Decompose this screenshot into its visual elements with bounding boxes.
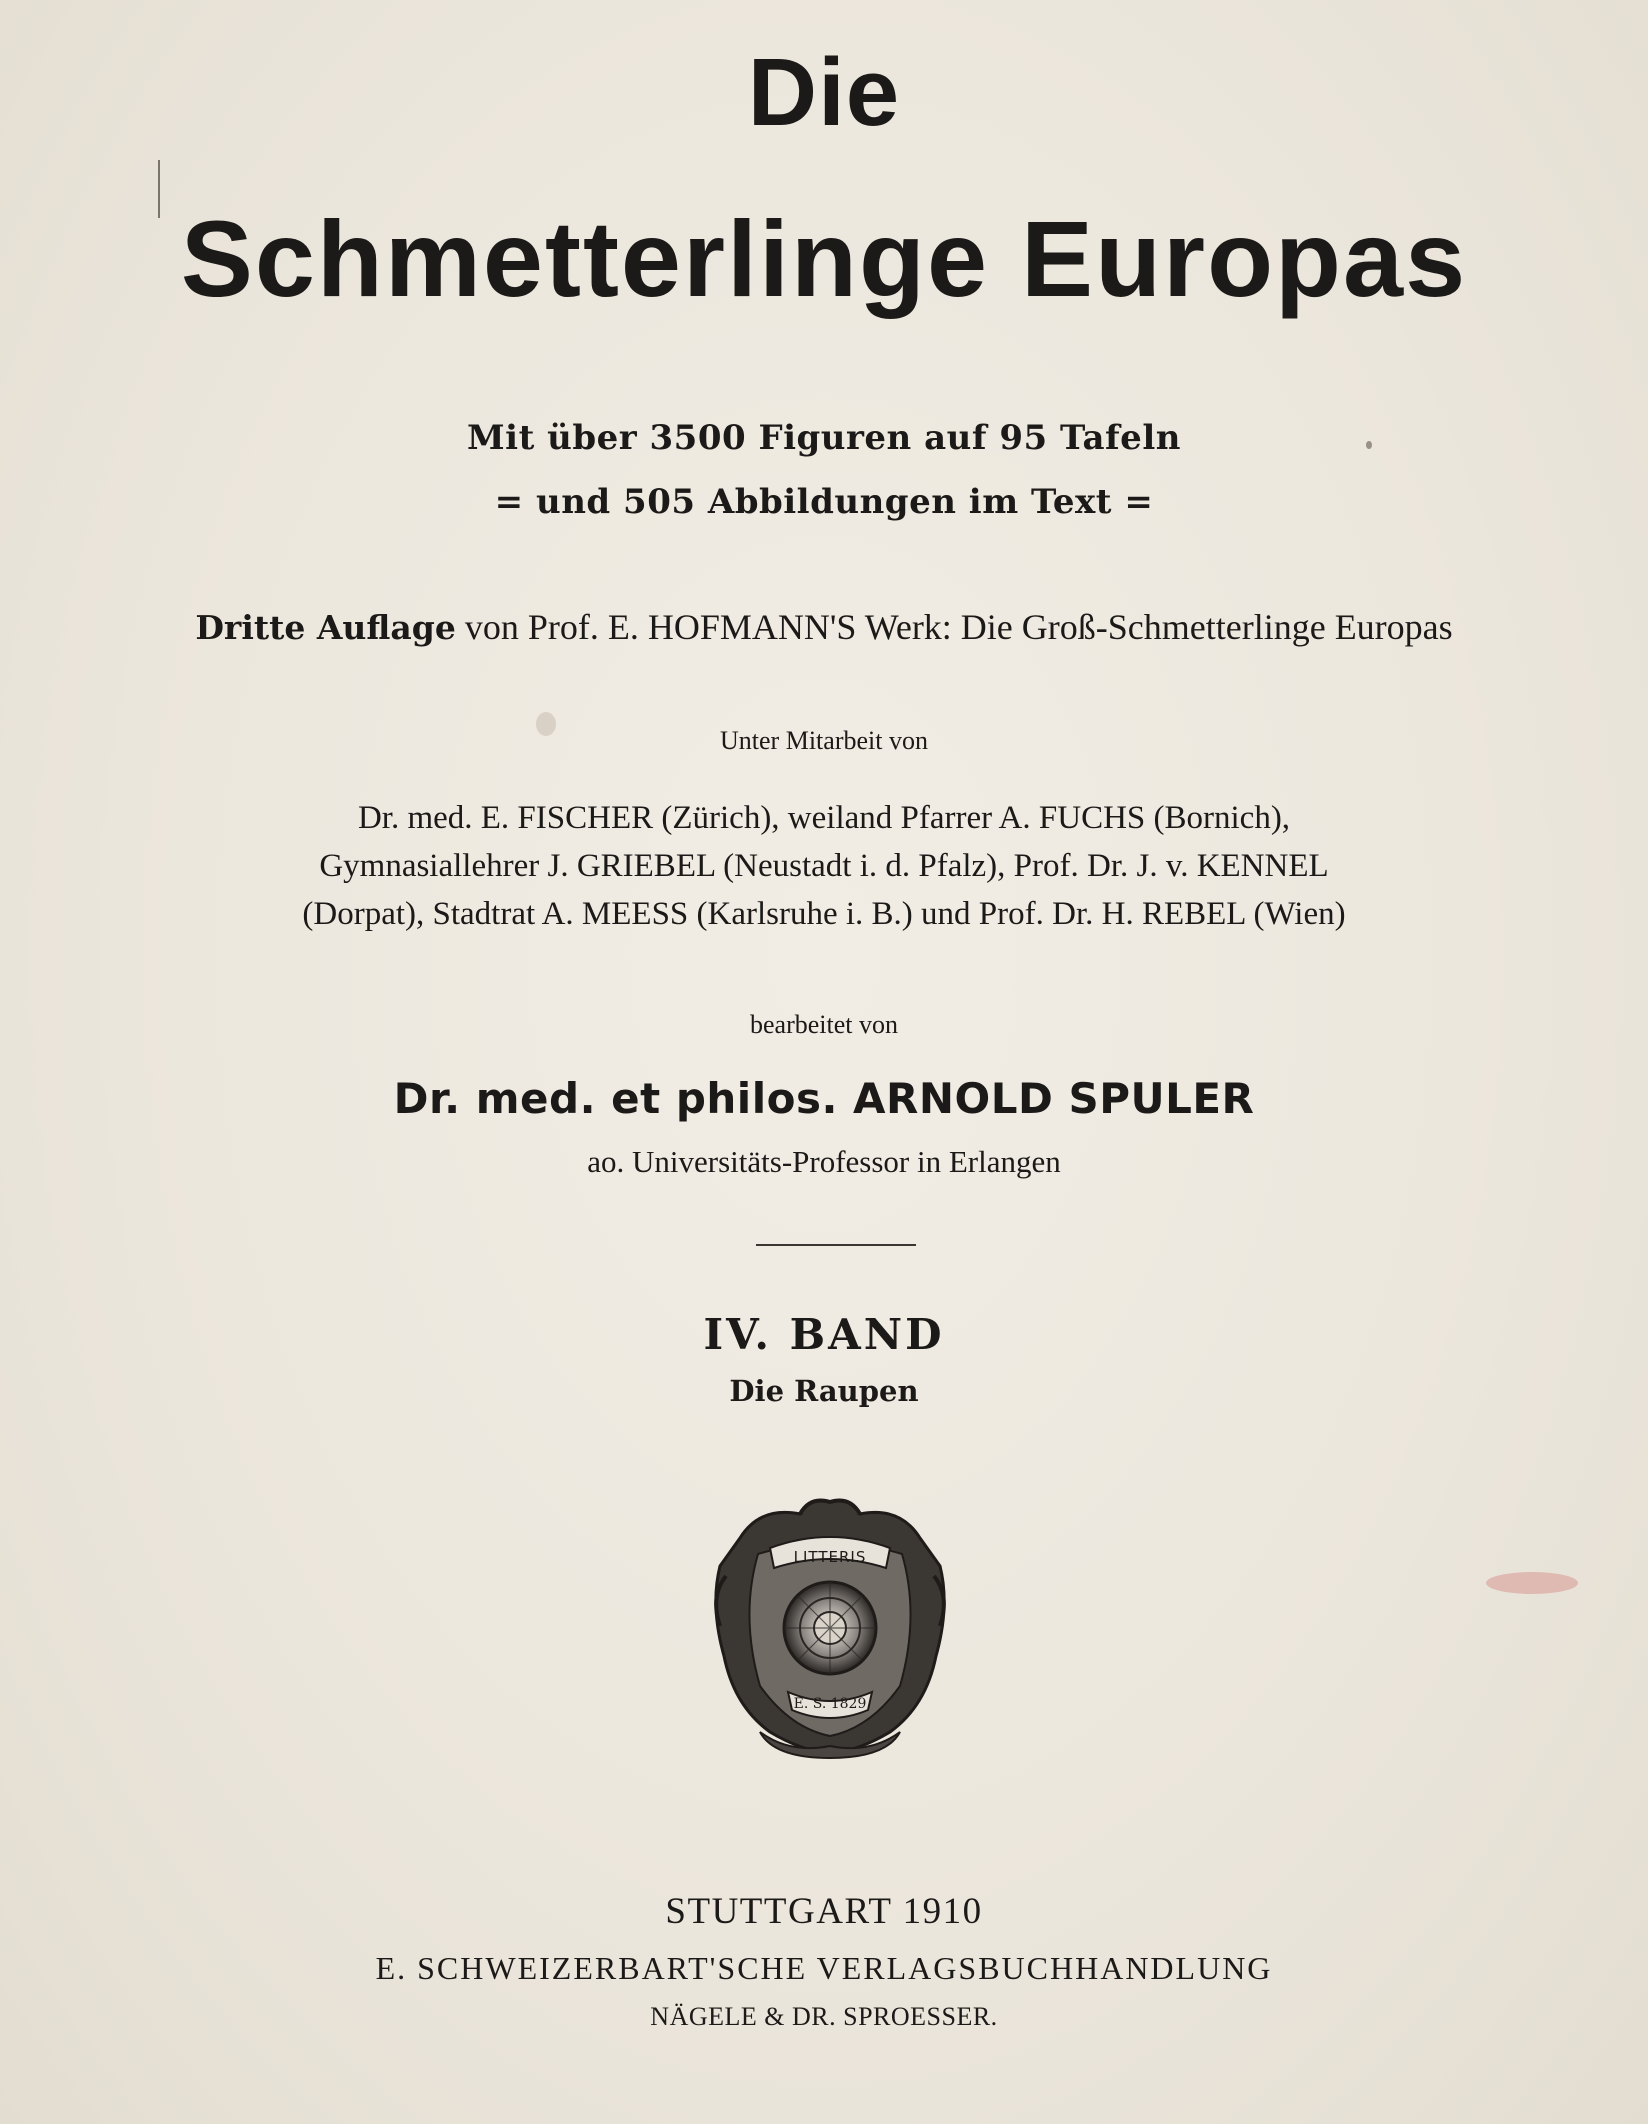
emblem-mark: E. S. 1829 xyxy=(793,1696,867,1712)
volume-number: IV. BAND xyxy=(703,1310,945,1359)
collaborator-line: (Dorpat), Stadtrat A. MEESS (Karlsruhe i. B.) und Prof. Dr. H. REBEL (Wien) xyxy=(302,896,1346,932)
emblem-motto: LITTERIS xyxy=(793,1548,867,1566)
edition-label: Dritte Auflage xyxy=(195,608,456,647)
edition-text: von Prof. E. HOFMANN'S Werk: Die Groß-Schmetterlinge Europas xyxy=(464,607,1453,647)
collaborator-line: Gymnasiallehrer J. GRIEBEL (Neustadt i. d. Pfalz), Prof. Dr. J. v. KENNEL xyxy=(319,848,1329,884)
collaborator-line: Dr. med. E. FISCHER (Zürich), weiland Pfarrer A. FUCHS (Bornich), xyxy=(357,800,1291,836)
publisher-emblem-icon xyxy=(700,1496,960,1760)
imprint-publisher: E. SCHWEIZERBART'SCHE VERLAGSBUCHHANDLUNG xyxy=(375,1950,1273,1986)
imprint-owners: NÄGELE & DR. SPROESSER. xyxy=(650,2002,998,2031)
subtitle-line-1: Mit über 3500 Figuren auf 95 Tafeln xyxy=(467,418,1181,458)
title-line-2: Schmetterlinge Europas xyxy=(180,198,1468,319)
volume-subject: Die Raupen xyxy=(729,1374,919,1408)
divider-rule xyxy=(756,1244,916,1246)
paper-stain xyxy=(1486,1572,1578,1594)
edition-line xyxy=(0,606,1648,648)
imprint-city-year: STUTTGART 1910 xyxy=(665,1891,983,1932)
editor-heading: bearbeitet von xyxy=(750,1010,898,1039)
subtitle-line-2: = und 505 Abbildungen im Text = xyxy=(494,482,1154,522)
collaboration-heading: Unter Mitarbeit von xyxy=(720,726,928,755)
editor-position: ao. Universitäts-Professor in Erlangen xyxy=(587,1144,1061,1179)
title-line-1: Die xyxy=(747,39,901,146)
editor-name: Dr. med. et philos. ARNOLD SPULER xyxy=(393,1074,1255,1123)
